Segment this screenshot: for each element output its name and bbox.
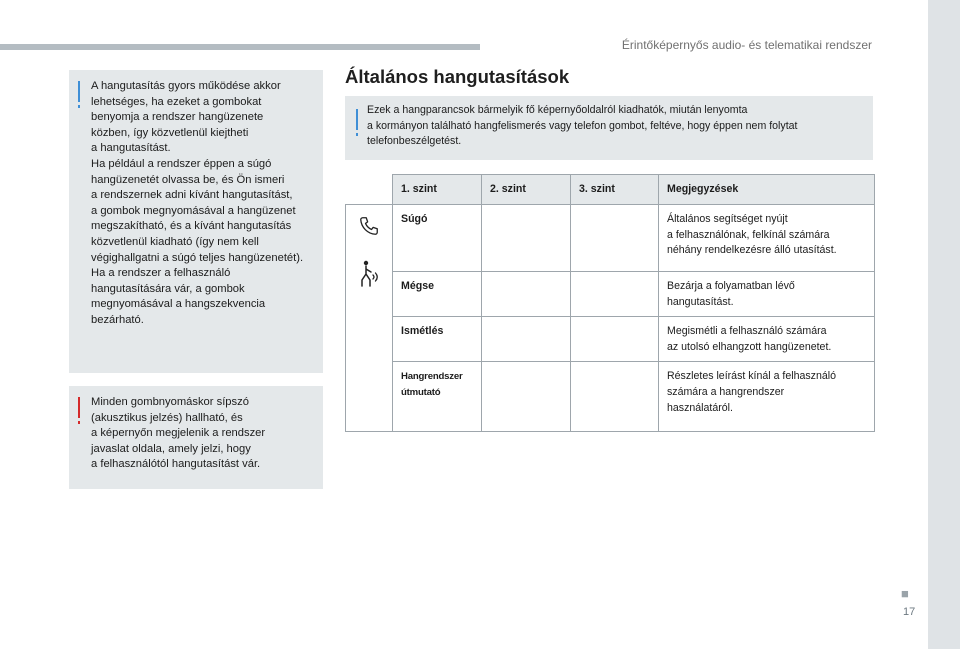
table-header-remarks: Megjegyzések <box>659 175 875 205</box>
page-edge-strip <box>928 0 960 649</box>
command-name: Mégse <box>393 272 482 317</box>
intro-note-text: Ezek a hangparancsok bármelyik fő képernyőoldalról kiadhatók, miután lenyomta a kormányon található hangfelismerés vagy telefon gombot, feltéve, hogy éppen nem folytat telefonbeszélgetést. <box>367 104 798 148</box>
voice-command-table <box>345 174 875 432</box>
info-icon <box>356 109 358 130</box>
level3-cell <box>571 272 659 317</box>
command-remark: Általános segítséget nyújt a felhasználónak, felkínál számára néhány rendelkezésre álló utasítást. <box>659 205 875 272</box>
level3-cell <box>571 205 659 272</box>
page-marker: ■ <box>901 586 909 601</box>
table-header-blank <box>346 175 393 205</box>
info-note-text: A hangutasítás gyors működése akkor lehetséges, ha ezeket a gombokat benyomja a rendszer hangüzenete közben, így közvetlenül kiejtheti a hangutasítást. Ha például a rendszer éppen a súgó hangüzenetét olvassa be, és Ön ismeri a rendszernek adni kívánt hangutasítást, a gombok megnyomásával a hangüzenet megszakítható, és a kívánt hangutasítás közvetlenül kiadható (így nem kell végighallgatni a súgó teljes hangüzenetét). Ha a rendszer a felhasználó hangutasítására vár, a gombok megnyomásával a hangszekvencia bezárható. <box>91 80 304 326</box>
command-remark: Megismétli a felhasználó számára az utolsó elhangzott hangüzenetet. <box>659 317 875 362</box>
table-header-level3: 3. szint <box>571 175 659 205</box>
level3-cell <box>571 362 659 432</box>
table-header-level2: 2. szint <box>482 175 571 205</box>
info-note <box>69 70 323 373</box>
level2-cell <box>482 317 571 362</box>
level2-cell <box>482 272 571 317</box>
intro-note <box>345 96 873 160</box>
section-title: Általános hangutasítások <box>345 66 570 87</box>
table-header-level1: 1. szint <box>393 175 482 205</box>
level3-cell <box>571 317 659 362</box>
command-name: Hangrendszer útmutató <box>393 362 482 432</box>
header-accent-bar <box>0 44 480 50</box>
phone-icon <box>346 215 392 243</box>
page-number: 17 <box>903 606 916 618</box>
chapter-title: Érintőképernyős audio- és telematikai rendszer <box>621 38 872 52</box>
level2-cell <box>482 362 571 432</box>
command-name: Ismétlés <box>393 317 482 362</box>
voice-command-icon <box>346 259 392 295</box>
table-row <box>346 362 875 432</box>
table-row <box>346 205 875 272</box>
command-remark: Részletes leírást kínál a felhasználó számára a hangrendszer használatáról. <box>659 362 875 432</box>
command-name: Súgó <box>393 205 482 272</box>
table-header-row <box>346 175 875 205</box>
command-remark: Bezárja a folyamatban lévő hangutasítást. <box>659 272 875 317</box>
warning-note-text: Minden gombnyomáskor sípszó (akusztikus jelzés) hallható, és a képernyőn megjelenik a rendszer javaslat oldala, amely jelzi, hogy a felhasználótól hangutasítást vár. <box>91 396 266 471</box>
level2-cell <box>482 205 571 272</box>
warning-note <box>69 386 323 489</box>
table-row <box>346 272 875 317</box>
info-icon <box>78 81 80 102</box>
warning-icon <box>78 397 80 418</box>
row-icons-cell <box>346 205 393 432</box>
table-row <box>346 317 875 362</box>
